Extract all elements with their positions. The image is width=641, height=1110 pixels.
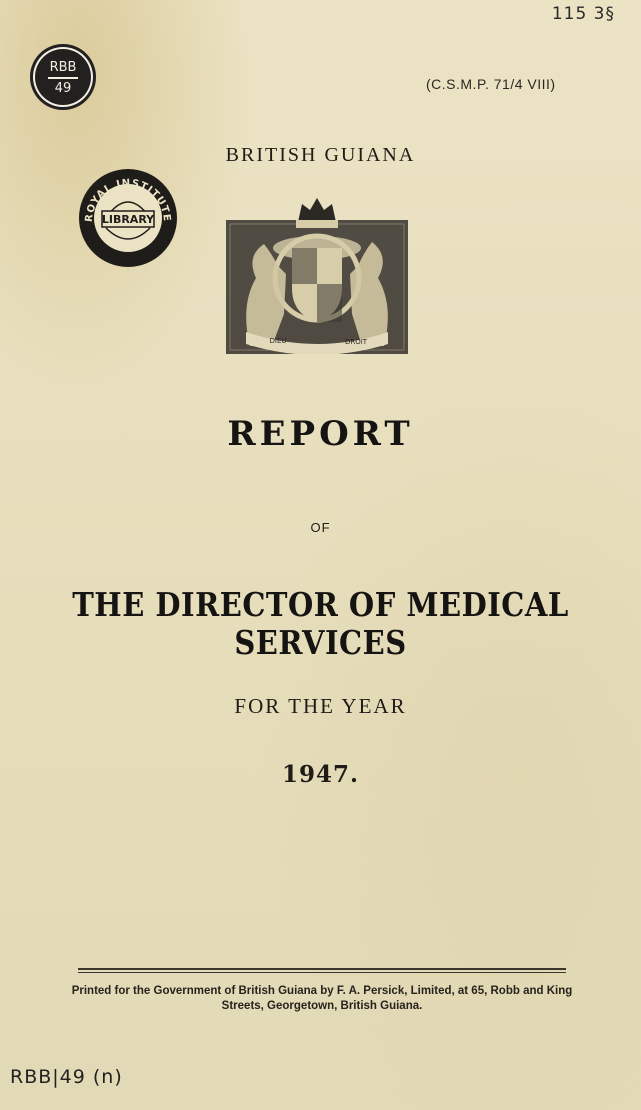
- stamp-divider: [48, 77, 78, 79]
- motto-right: DROIT: [344, 338, 368, 346]
- printer-line-1: Printed for the Government of British Guiana by F. A. Persick, Limited, at 65, Robb and King: [71, 985, 573, 997]
- corner-handwritten-mark: 115 3§: [551, 4, 615, 24]
- handwritten-catalogue-ref: RBB|49 (n): [10, 1066, 123, 1088]
- printer-imprint: [70, 984, 574, 1014]
- seal-center-text: LIBRARY: [101, 213, 155, 226]
- divider-rule: [78, 968, 566, 970]
- of-text: OF: [310, 520, 331, 535]
- library-seal-icon: [76, 166, 180, 270]
- library-stamp: [30, 44, 96, 110]
- for-the-year-text: FOR THE YEAR: [234, 694, 407, 718]
- report-year: 1947.: [281, 761, 360, 788]
- report-subject: THE DIRECTOR OF MEDICAL SERVICES: [72, 585, 569, 663]
- stamp-line-2: 49: [54, 81, 72, 96]
- printer-line-2: Streets, Georgetown, British Guiana.: [221, 1000, 423, 1012]
- reference-code: (C.S.M.P. 71/4 VIII): [426, 76, 556, 92]
- seal-ring-text: ROYAL INSTITUTE: [83, 177, 173, 223]
- report-title: REPORT: [227, 414, 414, 454]
- stamp-line-1: RBB: [49, 60, 77, 75]
- divider-rule-thin: [78, 972, 566, 973]
- country-heading: BRITISH GUIANA: [225, 144, 416, 166]
- motto-left: DIEU: [269, 337, 287, 345]
- royal-coat-of-arms-icon: [226, 196, 408, 354]
